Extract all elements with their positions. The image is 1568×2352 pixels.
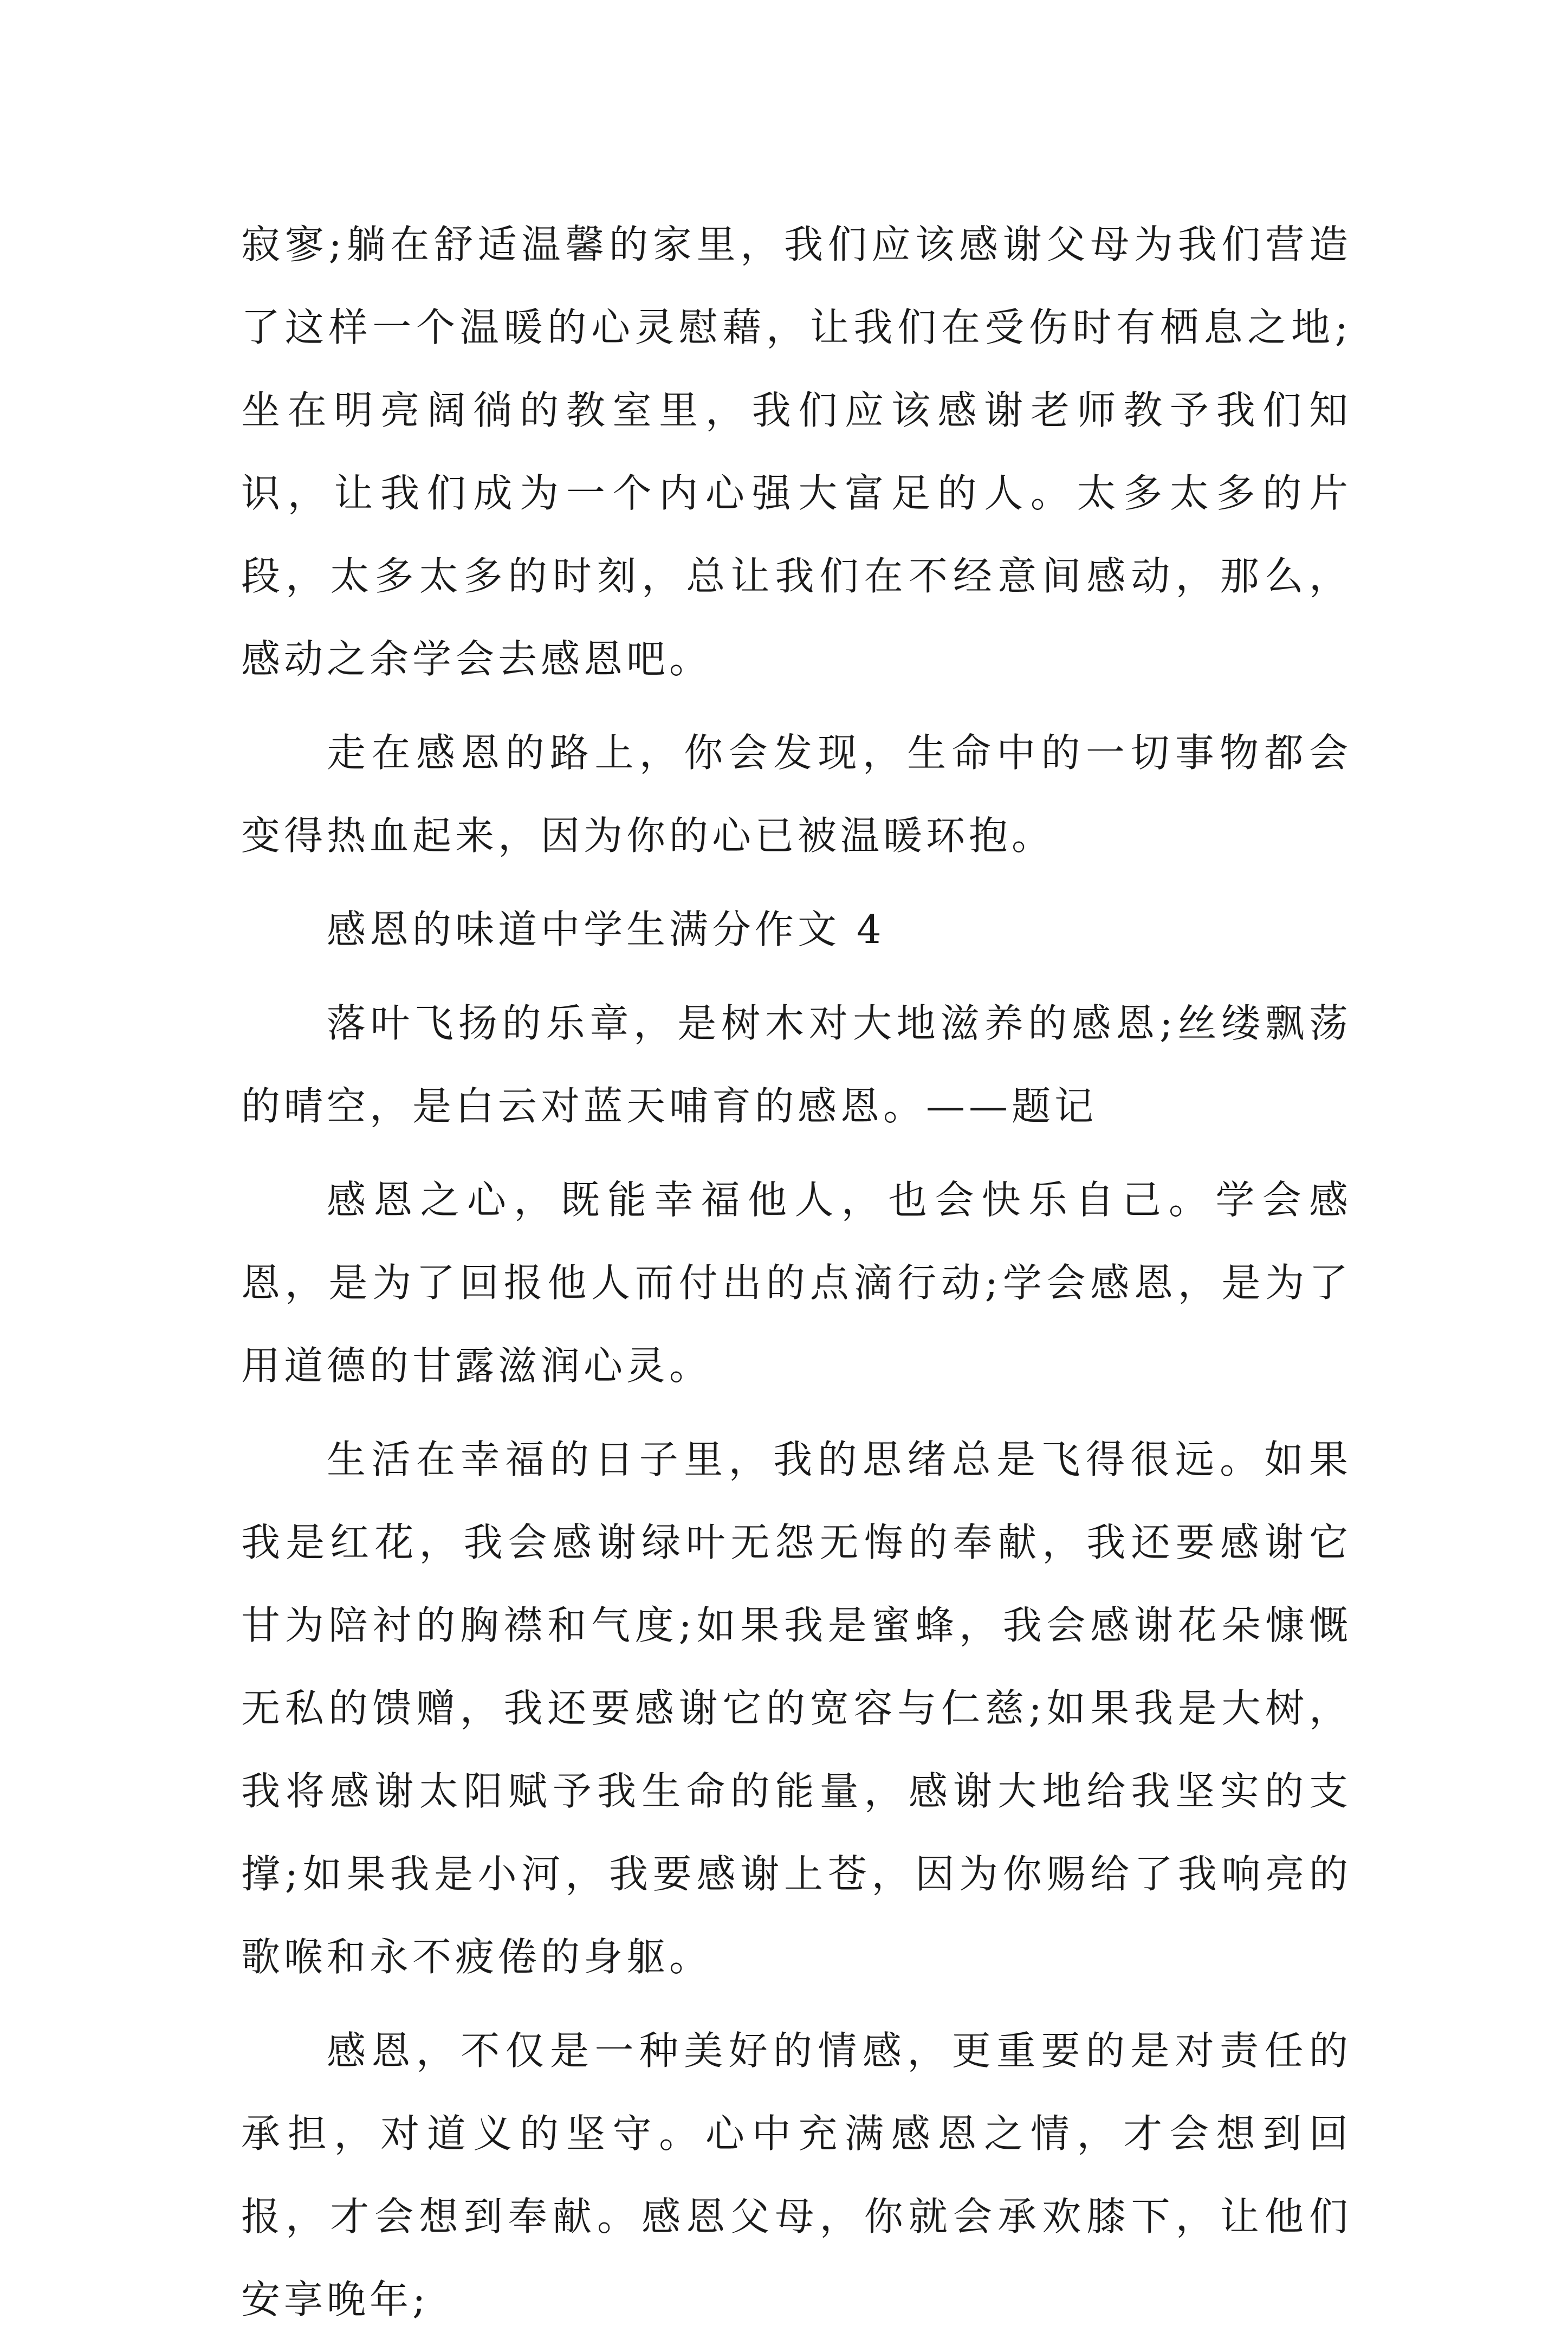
paragraph-continued: 寂寥;躺在舒适温馨的家里，我们应该感谢父母为我们营造了这样一个温暖的心灵慰藉，让我们在受伤时有栖息之地;坐在明亮阔徜的教室里，我们应该感谢老师教予我们知识，让我们成为一个内心强大富足的人。太多太多的片段，太多太多的时刻，总让我们在不经意间感动，那么，感动之余学会去感恩吧。 — [241, 222, 1352, 682]
paragraph-grateful-heart: 感恩之心，既能幸福他人，也会快乐自己。学会感恩，是为了回报他人而付出的点滴行动;学会感恩，是为了用道德的甘露滋润心灵。 — [241, 1177, 1352, 1388]
paragraph-gratitude-road: 走在感恩的路上，你会发现，生命中的一切事物都会变得热血起来，因为你的心已被温暖环抱。 — [241, 730, 1352, 858]
paragraph-epigraph: 落叶飞扬的乐章，是树木对大地滋养的感恩;丝缕飘荡的晴空，是白云对蓝天哺育的感恩。——题记 — [241, 1000, 1352, 1129]
paragraph-if-i-were: 生活在幸福的日子里，我的思绪总是飞得很远。如果我是红花，我会感谢绿叶无怨无悔的奉献，我还要感谢它甘为陪衬的胸襟和气度;如果我是蜜蜂，我会感谢花朵慷慨无私的馈赠，我还要感谢它的宽容与仁慈;如果我是大树，我将感谢太阳赋予我生命的能量，感谢大地给我坚实的支撑;如果我是小河，我要感谢上苍，因为你赐给了我响亮的歌喉和永不疲倦的身躯。 — [241, 1437, 1352, 1980]
document-body — [241, 203, 1352, 2352]
paragraph-responsibility: 感恩，不仅是一种美好的情感，更重要的是对责任的承担，对道义的坚守。心中充满感恩之情，才会想到回报，才会想到奉献。感恩父母，你就会承欢膝下，让他们安享晚年; — [241, 2028, 1352, 2322]
essay-title: 感恩的味道中学生满分作文 4 — [327, 907, 885, 952]
